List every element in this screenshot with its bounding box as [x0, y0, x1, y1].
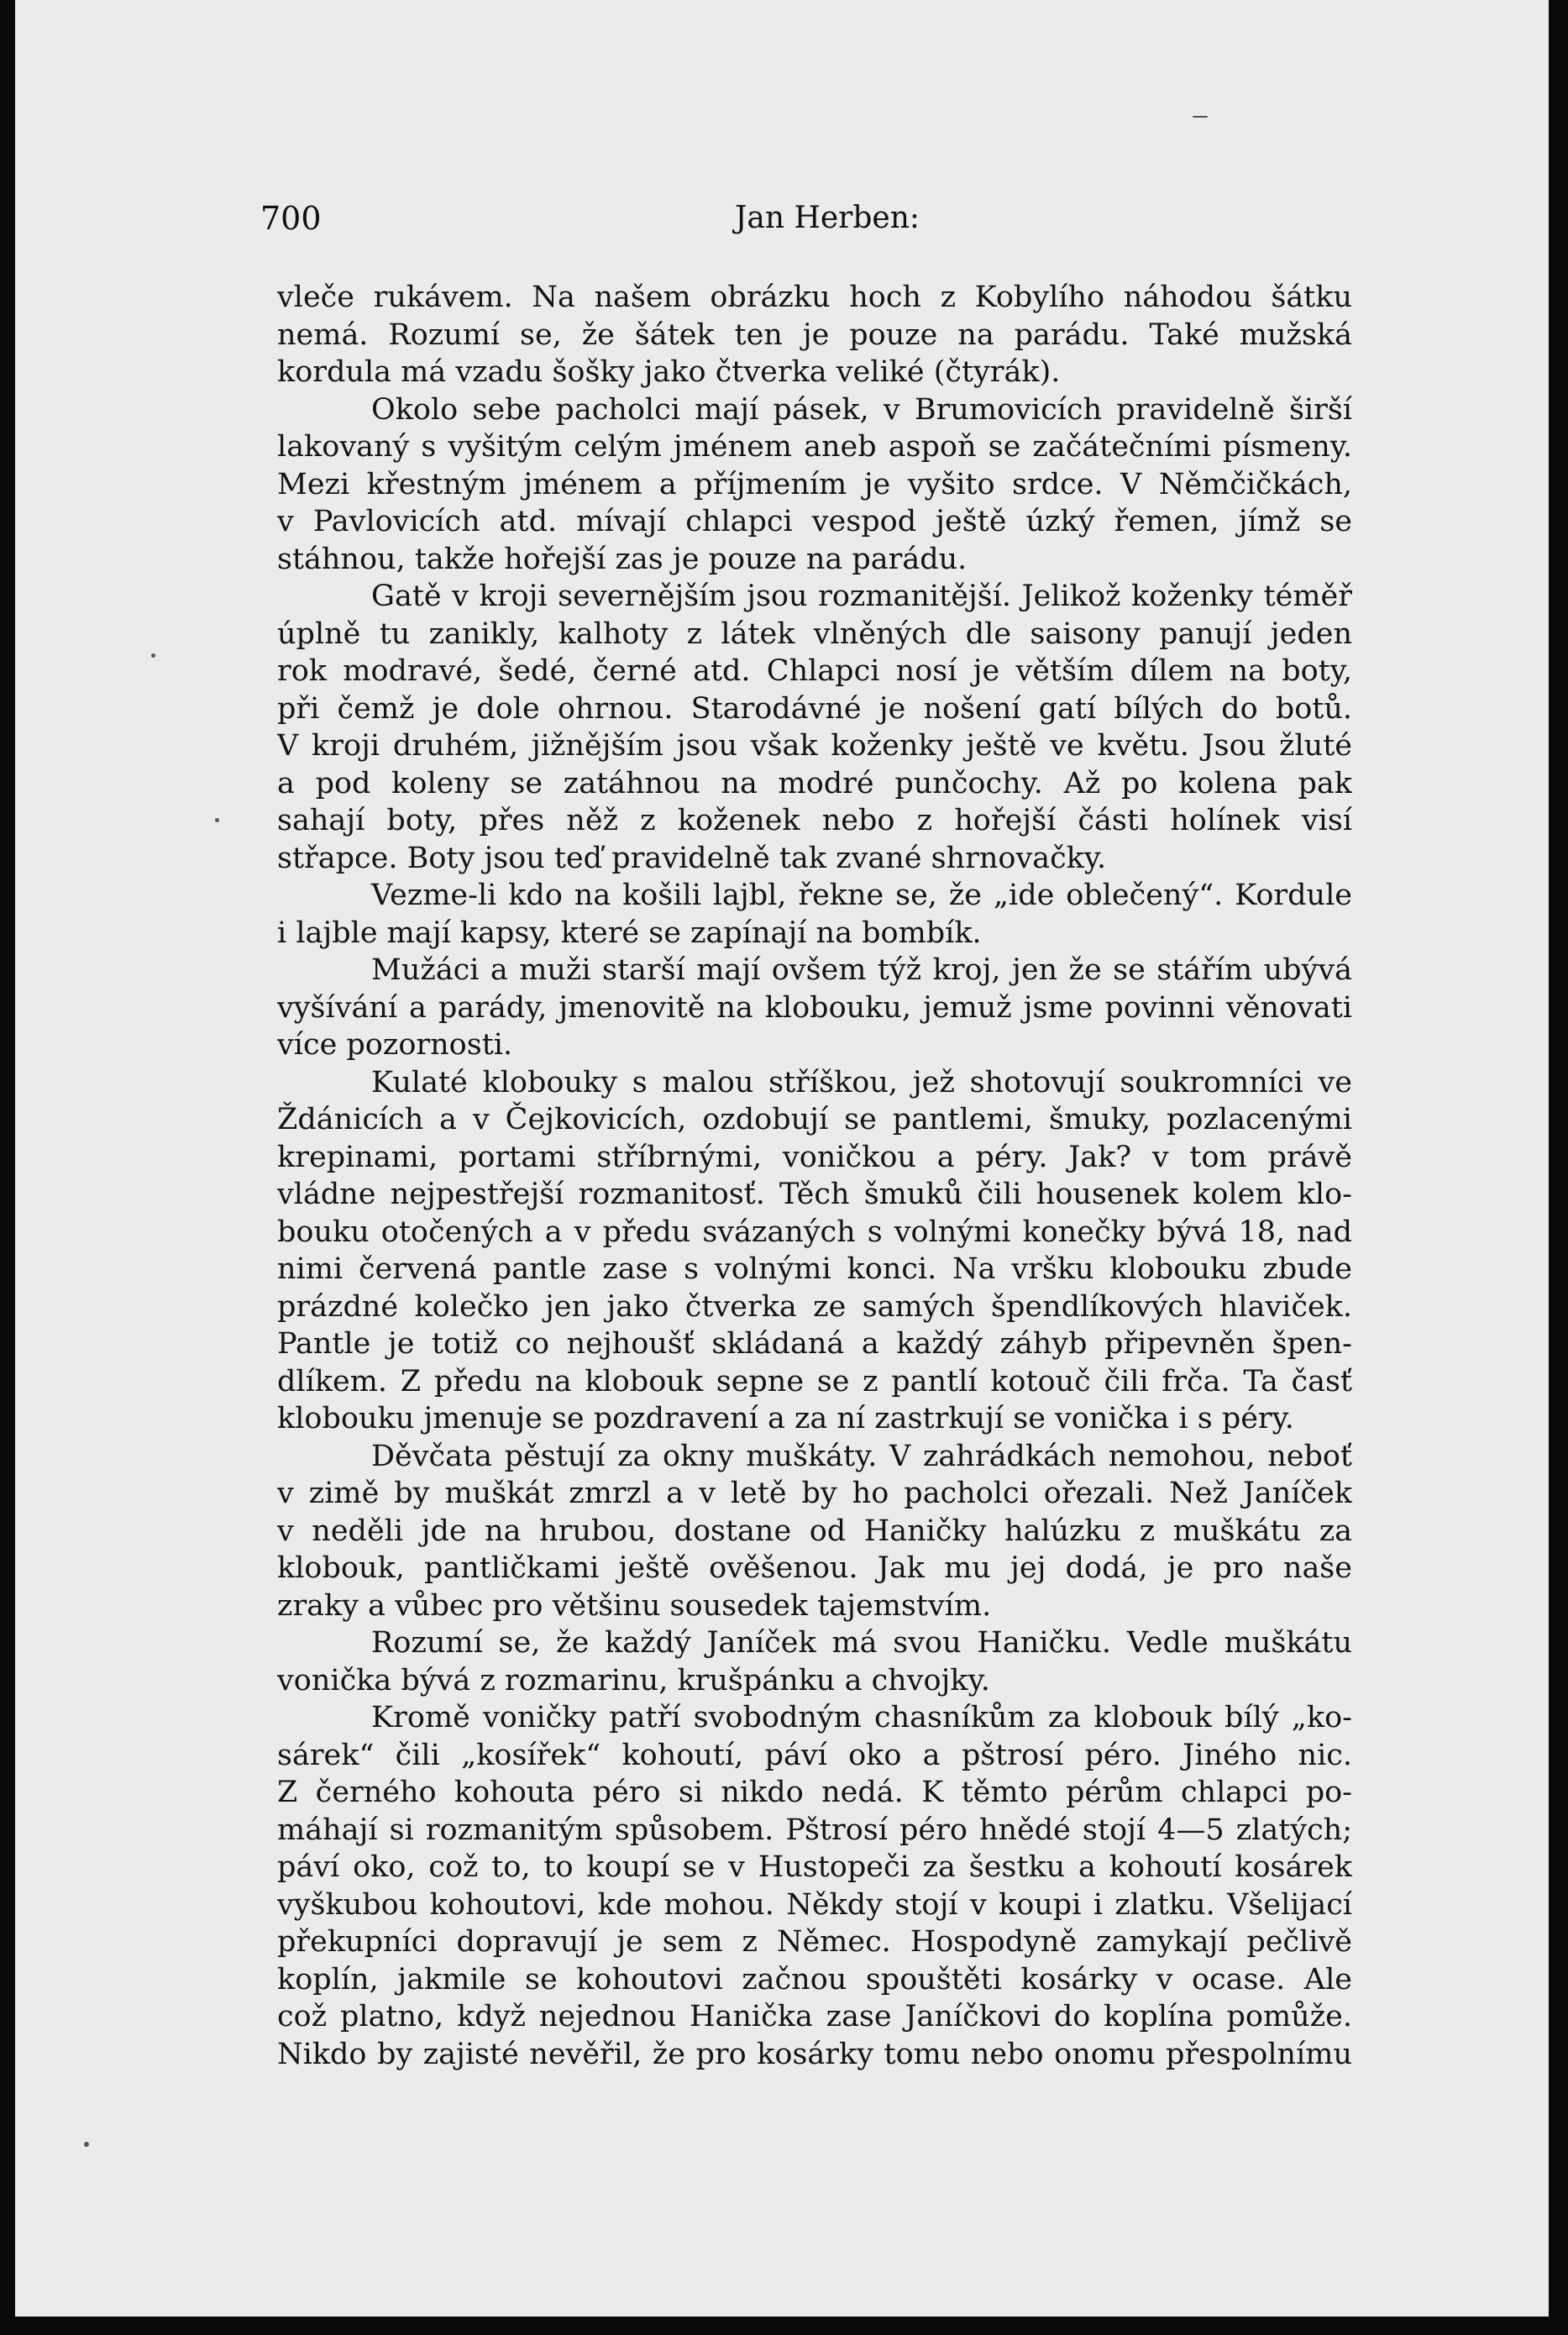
paragraph	[277, 952, 1352, 1064]
text-line: Vezme-li kdo na košili lajbl, řekne se, že „ide oblečený“. Kordule	[371, 879, 1352, 912]
text-line: zraky a vůbec pro většinu sousedek tajemstvím.	[277, 1588, 992, 1623]
text-line: více pozornosti.	[277, 1028, 513, 1062]
text-line: Nikdo by zajisté nevěřil, že pro kosárky tomu nebo onomu přespolnímu	[277, 2037, 1352, 2071]
text-line: Kulaté klobouky s malou stříškou, jež shotovují soukromníci ve	[371, 1065, 1352, 1099]
text-line: sárek“ čili „kosířek“ kohoutí, páví oko a pštrosí péro. Jiného nic.	[277, 1738, 1352, 1772]
text-line: Kromě voničky patří svobodným chasníkům za klobouk bílý „ko-	[371, 1701, 1352, 1734]
text-line: máhají si rozmanitým spůsobem. Pštrosí péro hnědé stojí 4—5 zlatých;	[277, 1813, 1352, 1847]
text-line: Děvčata pěstují za okny muškáty. V zahrádkách nemohou, neboť	[371, 1439, 1352, 1473]
text-line: což platno, když nejednou Hanička zase Janíčkovi do koplína pomůže.	[277, 2000, 1352, 2033]
text-line: při čemž je dole ohrnou. Starodávné je nošení gatí bílých do botů.	[277, 691, 1352, 726]
text-line: nemá. Rozumí se, že šátek ten je pouze na parádu. Také mužská	[277, 317, 1352, 352]
text-line: krepinami, portami stříbrnými, voničkou a péry. Jak? v tom právě	[277, 1140, 1352, 1174]
text-line: nimi červená pantle zase s volnými konci. Na vršku klobouku zbude	[277, 1252, 1352, 1286]
paper-speck	[1193, 116, 1208, 118]
paper-speck	[84, 2142, 89, 2147]
text-line: a pod koleny se zatáhnou na modré punčochy. Až po kolena pak	[277, 766, 1352, 800]
text-line: vonička bývá z rozmarinu, krušpánku a chvojky.	[277, 1663, 990, 1697]
text-line: Z černého kohouta péro si nikdo nedá. K těmto pérům chlapci po-	[277, 1776, 1352, 1809]
paragraph	[277, 1064, 1352, 1438]
paragraph	[277, 1699, 1352, 2073]
text-line: lakovaný s vyšitým celým jménem aneb aspoň se začátečními písmeny.	[277, 430, 1352, 464]
text-line: Mužáci a muži starší mají ovšem týž kroj, jen že se stářím ubývá	[371, 953, 1352, 987]
text-line: Pantle je totiž co nejhoušť skládaná a každý záhyb připevněn špen-	[277, 1327, 1352, 1361]
text-line: vládne nejpestřejší rozmanitosť. Těch šmuků čili housenek kolem klo-	[277, 1178, 1352, 1211]
text-line: v neděli jde na hrubou, dostane od Haničky halúzku z muškátu za	[277, 1514, 1352, 1548]
paragraph	[277, 1438, 1352, 1625]
text-line: Okolo sebe pacholci mají pásek, v Brumovicích pravidelně širší	[371, 392, 1352, 427]
running-title: Jan Herben:	[734, 201, 920, 235]
text-line: sahají boty, přes něž z koženek nebo z hořejší části holínek visí	[277, 804, 1352, 837]
text-line: Ždánicích a v Čejkovicích, ozdobují se pantlemi, šmuky, pozlacenými	[277, 1103, 1352, 1136]
text-line: vyškubou kohoutovi, kde mohou. Někdy stojí v koupi i zlatku. Všelijací	[277, 1887, 1352, 1922]
text-line: Mezi křestným jménem a příjmením je vyšito srdce. V Němčičkách,	[277, 467, 1352, 501]
text-line: úplně tu zanikly, kalhoty z látek vlněných dle saisony panují jeden	[277, 617, 1352, 651]
book-page	[15, 0, 1549, 2317]
text-line: rok modravé, šedé, černé atd. Chlapci nosí je větším dílem na boty,	[277, 654, 1352, 688]
paper-speck	[215, 818, 219, 822]
text-line: Rozumí se, že každý Janíček má svou Haničku. Vedle muškátu	[371, 1626, 1352, 1660]
text-line: vyšívání a parády, jmenovitě na klobouku, jemuž jsme povinni věnovati	[277, 990, 1352, 1025]
text-line: střapce. Boty jsou teď pravidelně tak zvané shrnovačky.	[277, 841, 1107, 875]
text-line: v zimě by muškát zmrzl a v letě by ho pacholci ořezali. Než Janíček	[277, 1477, 1352, 1510]
page-number: 700	[260, 200, 322, 237]
text-line: překupníci dopravují je sem z Němec. Hospodyně zamykají pečlivě	[277, 1925, 1352, 1959]
text-line: koplín, jakmile se kohoutovi začnou spouštěti kosárky v ocase. Ale	[277, 1962, 1352, 1997]
text-line: prázdné kolečko jen jako čtverka ze samých špendlíkových hlaviček.	[277, 1289, 1352, 1324]
text-line: V kroji druhém, jižnějším jsou však koženky ještě ve květu. Jsou žluté	[277, 729, 1352, 763]
text-line: páví oko, což to, to koupí se v Hustopeči za šestku a kohoutí kosárek	[277, 1850, 1352, 1884]
text-line: stáhnou, takže hořejší zas je pouze na parádu.	[277, 542, 968, 576]
text-line: vleče rukávem. Na našem obrázku hoch z Kobylího náhodou šátku	[277, 281, 1352, 314]
paragraph	[277, 877, 1352, 952]
text-line: kordula má vzadu šošky jako čtverka veliké (čtyrák).	[277, 355, 1061, 389]
text-line: Gatě v kroji severnějším jsou rozmanitější. Jelikož koženky téměř	[371, 580, 1352, 613]
page-header	[260, 193, 1361, 244]
text-line: i lajble mají kapsy, které se zapínají na bombík.	[277, 916, 982, 950]
body-text	[277, 279, 1352, 2073]
paragraph	[277, 1624, 1352, 1699]
text-line: bouku otočených a v předu svázaných s volnými konečky bývá 18, nad	[277, 1215, 1352, 1249]
paper-speck	[151, 653, 155, 658]
text-line: dlíkem. Z předu na klobouk sepne se z pantlí kotouč čili frča. Ta časť	[277, 1364, 1352, 1398]
paragraph	[277, 279, 1352, 391]
text-line: v Pavlovicích atd. mívají chlapci vespod ještě úzký řemen, jímž se	[277, 505, 1352, 538]
text-line: klobouk, pantličkami ještě ověšenou. Jak mu jej dodá, je pro naše	[277, 1551, 1352, 1585]
paragraph	[277, 578, 1352, 877]
paragraph	[277, 391, 1352, 579]
text-line: klobouku jmenuje se pozdravení a za ní zastrkují se vonička i s péry.	[277, 1402, 1294, 1435]
